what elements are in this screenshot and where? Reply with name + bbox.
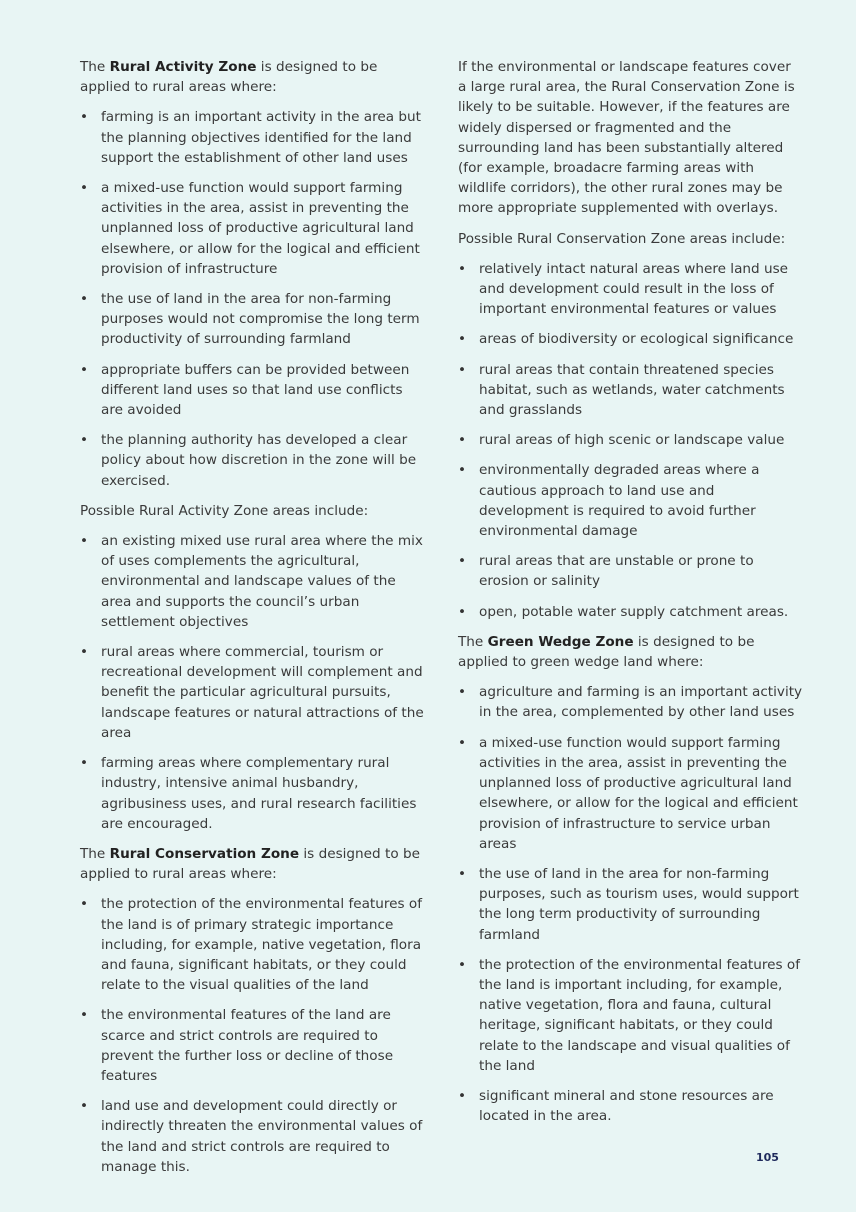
list-item: • relatively intact natural areas where land use and development could result in the loss of important environmental features or values	[458, 259, 803, 320]
list-item: • the environmental features of the land are scarce and strict controls are required to prevent the further loss or decline of those features	[80, 1005, 425, 1086]
rural-conservation-criteria-list	[80, 894, 425, 1177]
list-item: • appropriate buffers can be provided between different land uses so that land use conflicts are avoided	[80, 360, 425, 421]
page-number: 105	[756, 1151, 779, 1164]
conservation-areas-list	[458, 259, 803, 622]
list-item: • a mixed-use function would support farming activities in the area, assist in preventing the unplanned loss of productive agricultural land elsewhere, or allow for the logical and efficient provision of infrastructure	[80, 178, 425, 279]
list-item: • the protection of the environmental features of the land is important including, for example, native vegetation, flora and fauna, cultural heritage, significant habitats, or they could relate to the landscape and visual qualities of the land	[458, 955, 803, 1076]
conservation-paragraph: If the environmental or landscape features cover a large rural area, the Rural Conservation Zone is likely to be suitable. However, if the features are widely dispersed or fragmented and the surrounding land has been substantially altered (for example, broadacre farming areas with wildlife corridors), the other rural zones may be more appropriate supplemented with overlays.	[458, 59, 795, 217]
list-item: • farming is an important activity in the area but the planning objectives identified for the land support the establishment of other land uses	[80, 107, 425, 168]
rural-activity-areas-heading: Possible Rural Activity Zone areas include:	[80, 502, 369, 519]
list-item: • the planning authority has developed a clear policy about how discretion in the zone will be exercised.	[80, 430, 425, 491]
list-item: • rural areas that contain threatened species habitat, such as wetlands, water catchments and grasslands	[458, 360, 803, 421]
right-column	[458, 57, 803, 1136]
list-item: • the use of land in the area for non-farming purposes would not compromise the long term productivity of surrounding farmland	[80, 289, 425, 350]
list-item: • areas of biodiversity or ecological significance	[458, 329, 803, 349]
list-item: • rural areas that are unstable or prone to erosion or salinity	[458, 551, 803, 591]
list-item: • the protection of the environmental features of the land is of primary strategic importance including, for example, native vegetation, flora and fauna, significant habitats, or they could relate to the visual qualities of the land	[80, 894, 425, 995]
rural-activity-intro: The Rural Activity Zone is designed to be applied to rural areas where:	[80, 59, 378, 96]
list-item: • an existing mixed use rural area where the mix of uses complements the agricultural, environmental and landscape values of the area and supports the council’s urban settlement objectives	[80, 531, 425, 632]
green-wedge-intro: The Green Wedge Zone is designed to be applied to green wedge land where:	[458, 633, 755, 671]
list-item: • significant mineral and stone resources are located in the area.	[458, 1086, 803, 1126]
rural-conservation-intro: The Rural Conservation Zone is designed to be applied to rural areas where:	[80, 845, 420, 883]
list-item: • agriculture and farming is an important activity in the area, complemented by other land uses	[458, 682, 803, 722]
rural-activity-criteria-list	[80, 107, 425, 490]
list-item: • farming areas where complementary rural industry, intensive animal husbandry, agribusiness uses, and rural research facilities are encouraged.	[80, 753, 425, 834]
left-column	[80, 57, 425, 1187]
list-item: • open, potable water supply catchment areas.	[458, 602, 803, 622]
list-item: • land use and development could directly or indirectly threaten the environmental values of the land and strict controls are required to manage this.	[80, 1096, 425, 1177]
list-item: • environmentally degraded areas where a cautious approach to land use and development is required to avoid further environmental damage	[458, 460, 803, 541]
list-item: • rural areas of high scenic or landscape value	[458, 430, 803, 450]
green-wedge-criteria-list	[458, 682, 803, 1126]
list-item: • a mixed-use function would support farming activities in the area, assist in preventing the unplanned loss of productive agricultural land elsewhere, or allow for the logical and efficient provision of infrastructure to service urban areas	[458, 733, 803, 854]
conservation-areas-heading: Possible Rural Conservation Zone areas include:	[458, 230, 786, 247]
rural-activity-areas-list	[80, 531, 425, 834]
list-item: • the use of land in the area for non-farming purposes, such as tourism uses, would support the long term productivity of surrounding farmland	[458, 864, 803, 945]
list-item: • rural areas where commercial, tourism or recreational development will complement and benefit the particular agricultural pursuits, landscape features or natural attractions of the area	[80, 642, 425, 743]
